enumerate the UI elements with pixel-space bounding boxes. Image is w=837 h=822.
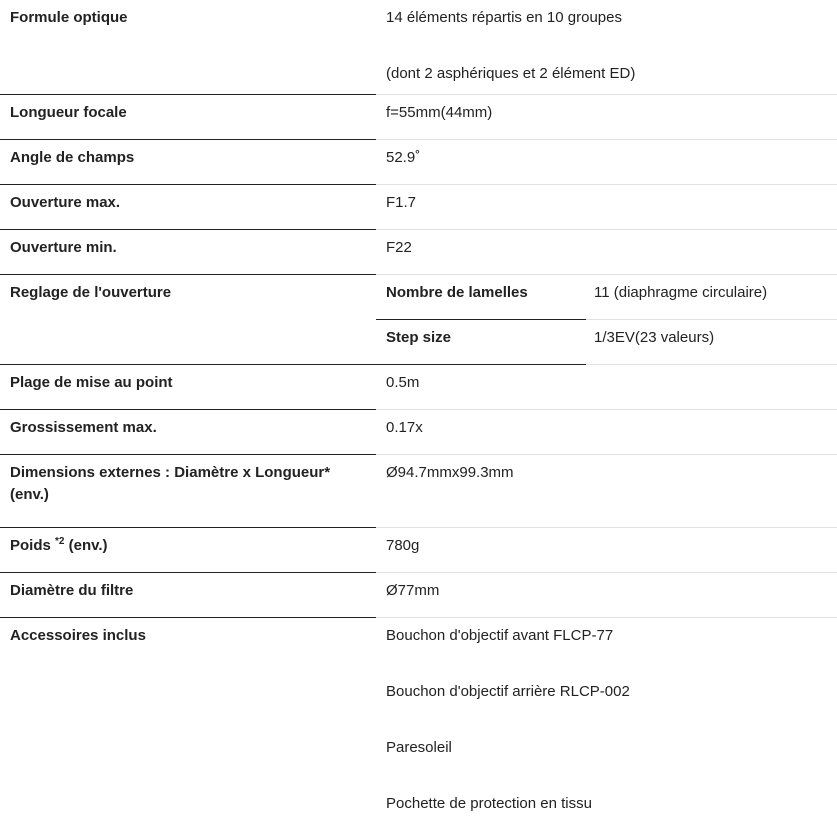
spec-label xyxy=(0,528,376,573)
spec-label: Diamètre du filtre xyxy=(0,573,376,618)
accessory-item: Bouchon d'objectif arrière RLCP-002 xyxy=(386,683,630,700)
spec-label: Accessoires inclus xyxy=(10,627,146,644)
spec-row-weight xyxy=(0,528,837,573)
footnote-marker: *2 xyxy=(55,536,65,547)
spec-row-focal-length xyxy=(0,95,837,140)
spec-value: 0.5m xyxy=(376,365,837,410)
subtable-row-step-size xyxy=(376,320,837,365)
spec-label: Plage de mise au point xyxy=(0,365,376,410)
spec-label: Ouverture max. xyxy=(0,185,376,230)
spec-value: F1.7 xyxy=(376,185,837,230)
spec-label: Reglage de l'ouverture xyxy=(0,275,376,365)
spec-row-max-magnification xyxy=(0,410,837,455)
spec-row-accessories xyxy=(0,618,837,818)
subtable-value: 11 (diaphragme circulaire) xyxy=(586,275,837,320)
spec-value xyxy=(376,618,837,818)
spec-value: Ø94.7mmx99.3mm xyxy=(376,455,837,528)
spec-label xyxy=(0,455,376,528)
spec-value-line: 14 éléments répartis en 10 groupes xyxy=(386,9,622,26)
spec-label: Grossissement max. xyxy=(0,410,376,455)
spec-row-aperture-control xyxy=(0,275,837,365)
subtable-label: Nombre de lamelles xyxy=(376,275,586,320)
spec-row-dimensions xyxy=(0,455,837,528)
spec-label: Ouverture min. xyxy=(0,230,376,275)
spec-value: f=55mm(44mm) xyxy=(376,95,837,140)
spec-label: Longueur focale xyxy=(0,95,376,140)
accessory-item: Bouchon d'objectif avant FLCP-77 xyxy=(386,627,614,644)
spec-row-optical-formula xyxy=(0,0,837,95)
spec-label-text: (env.) xyxy=(64,537,108,554)
spec-value: F22 xyxy=(376,230,837,275)
accessory-item: Paresoleil xyxy=(386,739,452,756)
subtable-row-blades xyxy=(376,275,837,320)
aperture-subtable xyxy=(376,275,837,365)
subtable-value: 1/3EV(23 valeurs) xyxy=(594,329,715,346)
spec-row-max-aperture xyxy=(0,185,837,230)
spec-value: 780g xyxy=(376,528,837,573)
subtable-label: Step size xyxy=(376,320,586,365)
spec-label-text: Poids xyxy=(10,537,56,554)
spec-label-line: (env.) xyxy=(10,486,49,503)
spec-row-focus-range xyxy=(0,365,837,410)
spec-label: Formule optique xyxy=(0,0,376,95)
spec-row-min-aperture xyxy=(0,230,837,275)
spec-value: 0.17x xyxy=(376,410,837,455)
spec-value xyxy=(376,0,837,95)
spec-label: Angle de champs xyxy=(0,140,376,185)
spec-row-angle-of-view xyxy=(0,140,837,185)
accessory-item: Pochette de protection en tissu xyxy=(386,795,592,812)
spec-value: Ø77mm xyxy=(376,573,837,618)
spec-value: 52.9˚ xyxy=(376,140,837,185)
spec-label-line: Dimensions externes : Diamètre x Longueur* xyxy=(10,464,331,481)
spec-value-line: (dont 2 asphériques et 2 élément ED) xyxy=(386,65,636,82)
spec-row-filter-diameter xyxy=(0,573,837,618)
